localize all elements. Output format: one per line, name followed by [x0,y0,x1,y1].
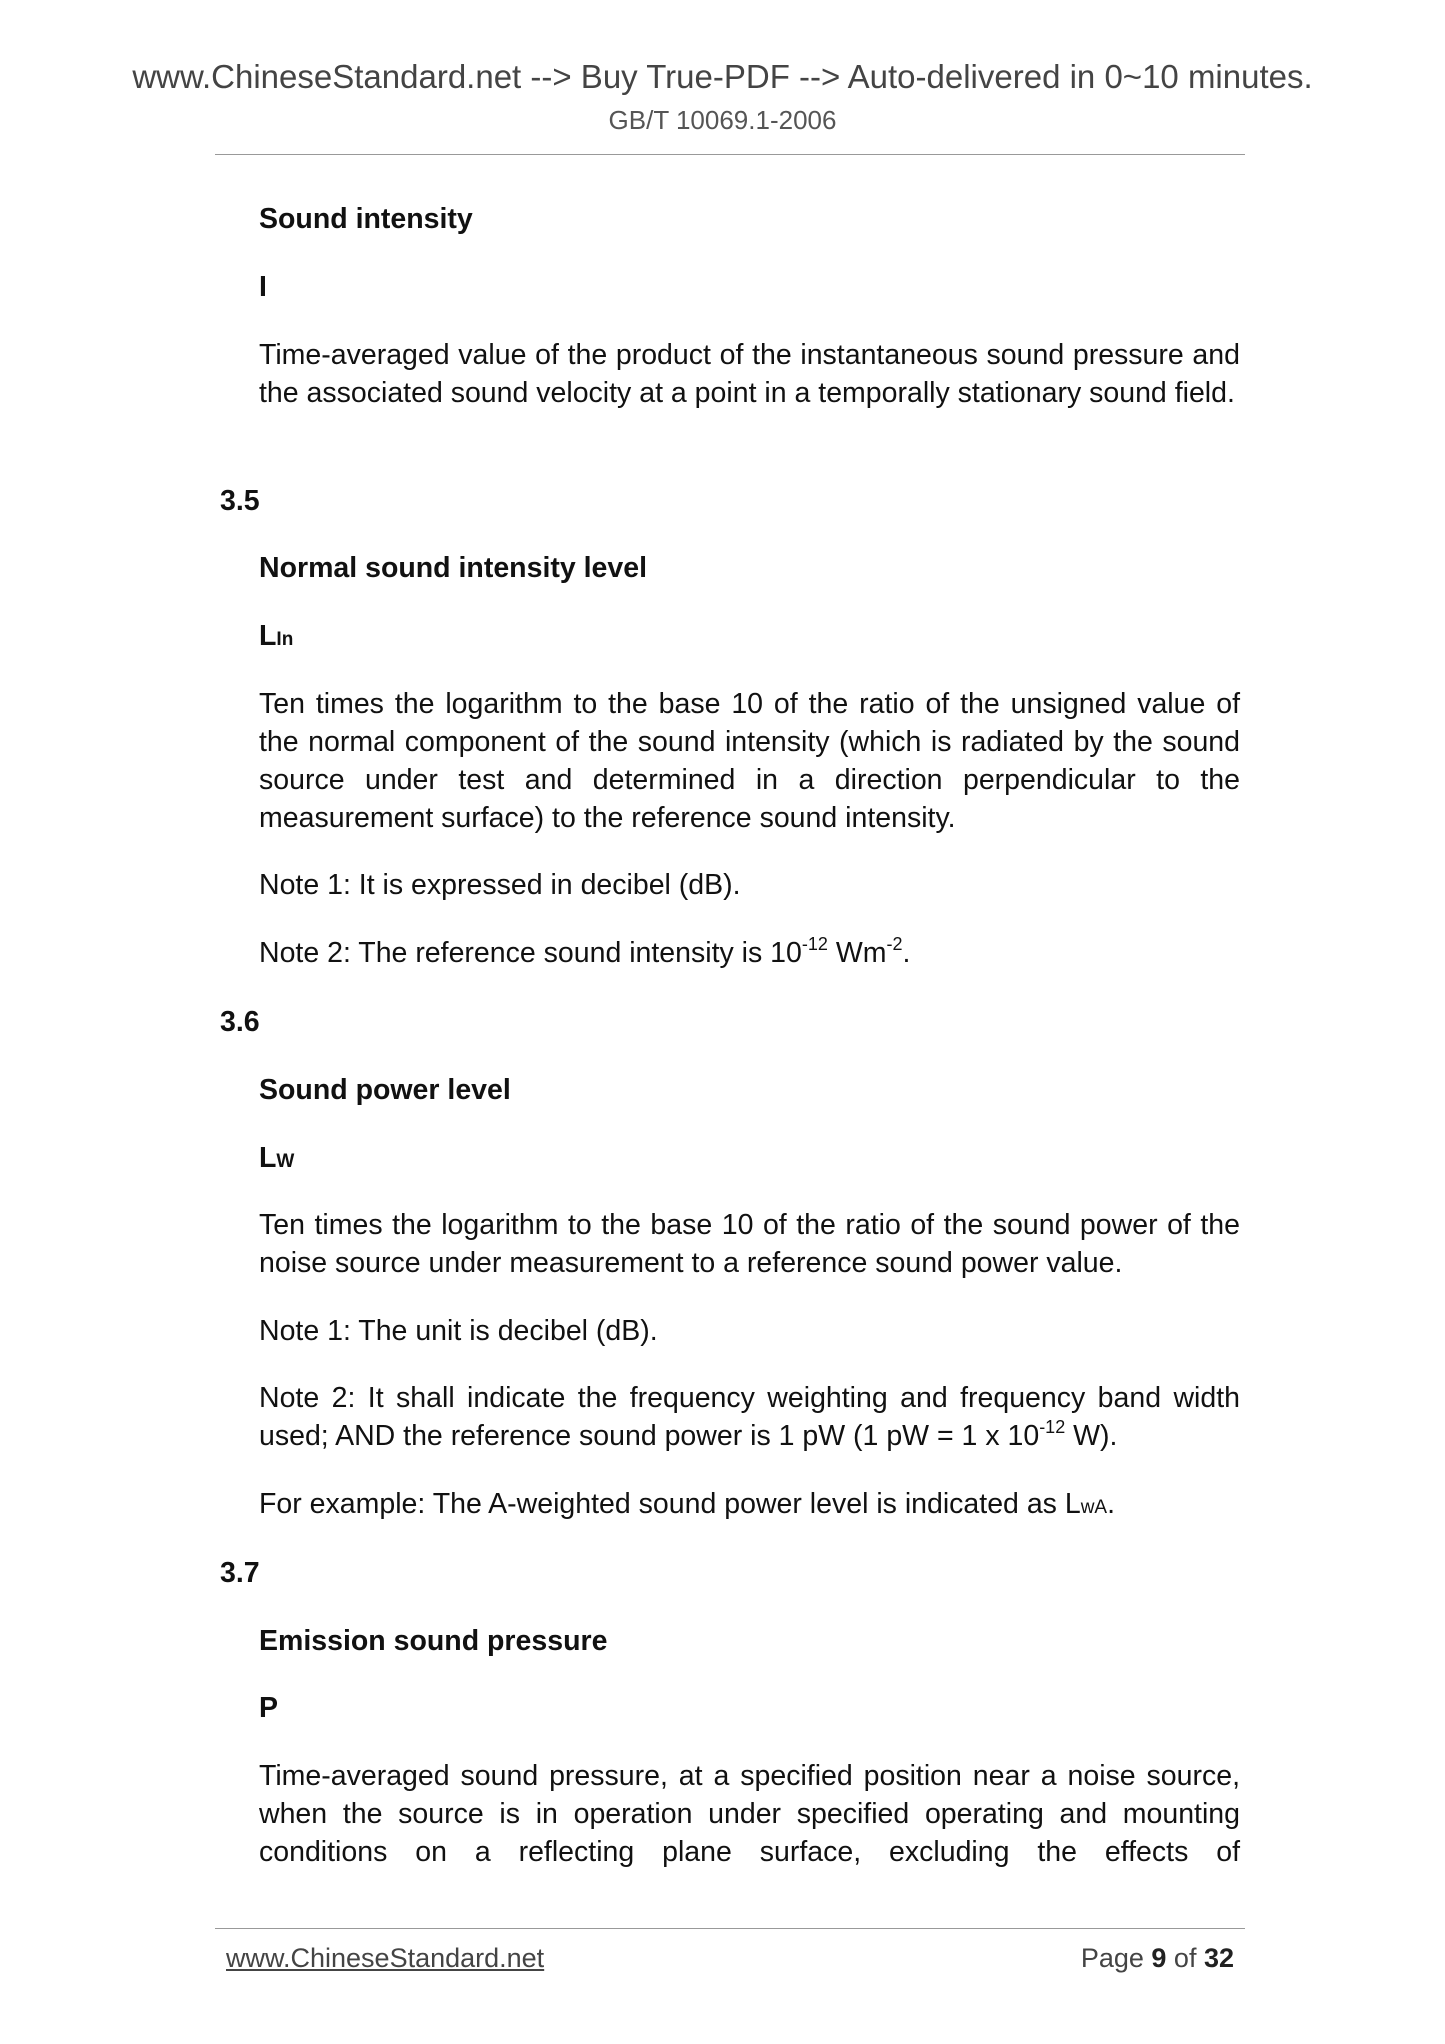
symbol-sound-power-level: LW [259,1142,295,1174]
header-divider [215,154,1245,155]
current-page-number: 9 [1151,1943,1167,1973]
clause-number-3-5: 3.5 [220,485,260,517]
note-1-3-5: Note 1: It is expressed in decibel (dB). [259,869,741,901]
footer-divider [215,1928,1245,1929]
symbol-normal-sound-intensity-level: LIn [259,620,294,652]
symbol-emission-sound-pressure: P [259,1692,279,1724]
term-sound-intensity: Sound intensity [259,203,473,235]
clause-number-3-6: 3.6 [220,1006,260,1038]
definition-sound-intensity: Time-averaged value of the product of the instantaneous sound pressure and the associated sound velocity at a point in a temporally stationary sound field. [259,339,1240,409]
standard-code: GB/T 10069.1-2006 [608,105,837,135]
term-normal-sound-intensity-level: Normal sound intensity level [259,552,648,584]
page-indicator: Page 9 of 32 [1080,1943,1234,1973]
total-page-count: 32 [1203,1943,1234,1973]
header-banner: www.ChineseStandard.net --> Buy True-PDF --> Auto-delivered in 0~10 minutes. [132,58,1313,95]
definition-normal-sound-intensity-level: Ten times the logarithm to the base 10 of the ratio of the unsigned value of the normal component of the sound intensity (which is radiated by the sound source under test and determined in a direction perpendicular to the measurement surface) to the reference sound intensity. [259,688,1240,834]
clause-number-3-7: 3.7 [220,1557,260,1589]
term-sound-power-level: Sound power level [259,1074,511,1106]
example-3-6: For example: The A-weighted sound power level is indicated as LwA. [259,1488,1116,1520]
note-2-3-6: Note 2: It shall indicate the frequency weighting and frequency band width used; AND the reference sound power is 1 pW (1 pW = 1 x $10^{-12}$ W). [259,1382,1240,1452]
term-emission-sound-pressure: Emission sound pressure [259,1625,608,1657]
note-1-3-6: Note 1: The unit is decibel (dB). [259,1315,658,1347]
symbol-sound-intensity: I [259,271,267,303]
definition-emission-sound-pressure: Time-averaged sound pressure, at a specified position near a noise source, when the source is in operation under specified operating and mounting conditions on a reflecting plane surface, excluding the effects of [259,1760,1240,1868]
footer-site-link[interactable]: www.ChineseStandard.net [226,1943,545,1973]
note-2-3-5: Note 2: The reference sound intensity is $10^{-12}$ $Wm^{-2}$. [259,934,911,969]
definition-sound-power-level: Ten times the logarithm to the base 10 of the ratio of the sound power of the noise source under measurement to a reference sound power value. [259,1209,1240,1279]
